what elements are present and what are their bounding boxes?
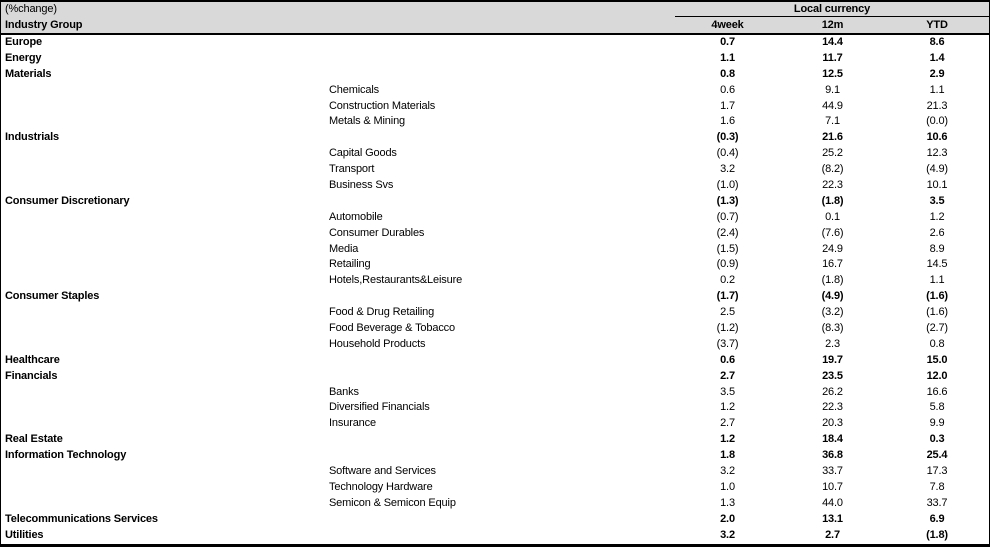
industry-group-header: Industry Group (5, 19, 83, 31)
sub-industry-cell: Diversified Financials (329, 401, 430, 414)
value-cell-ytd: 12.3 (926, 147, 948, 160)
value-cell-4week: 0.6 (720, 83, 735, 96)
column-header-ytd: YTD (926, 19, 948, 31)
sub-industry-cell: Chemicals (329, 83, 379, 96)
value-cell-4week: 3.5 (720, 385, 735, 398)
table-row (1, 337, 989, 353)
value-cell-4week: 1.8 (720, 449, 735, 462)
sub-industry-cell (329, 67, 675, 83)
industry-group-cell (1, 114, 329, 130)
industry-group-cell: Financials (5, 369, 58, 382)
value-cell-4week: (1.0) (716, 179, 739, 192)
value-cell-12m: 14.4 (822, 36, 843, 48)
value-cell-12m: 10.7 (822, 480, 843, 493)
value-cell-ytd: (1.6) (926, 306, 948, 319)
value-cell-12m: (1.8) (821, 194, 844, 207)
table-row (1, 83, 989, 99)
sub-industry-cell: Transport (329, 163, 375, 176)
industry-group-cell (1, 480, 329, 496)
sub-industry-cell: Retailing (329, 258, 371, 271)
value-cell-12m: 22.3 (822, 179, 843, 192)
sub-industry-cell: Business Svs (329, 179, 394, 192)
value-cell-4week: 0.8 (720, 67, 735, 80)
sub-industry-cell: Insurance (329, 417, 376, 430)
table-row (1, 114, 989, 130)
value-cell-4week: 1.7 (720, 99, 735, 112)
sub-industry-cell (329, 194, 675, 210)
sub-industry-cell (329, 528, 675, 544)
sub-industry-cell: Capital Goods (329, 147, 397, 160)
table-row (1, 369, 989, 385)
table-row (1, 99, 989, 115)
sub-industry-cell (329, 432, 675, 448)
table-row (1, 51, 989, 67)
value-cell-12m: 11.7 (822, 51, 843, 64)
value-cell-12m: 25.2 (822, 147, 843, 160)
sub-industry-cell: Construction Materials (329, 99, 436, 112)
value-cell-4week: 2.7 (720, 417, 735, 430)
value-cell-4week: (0.3) (716, 131, 739, 144)
table-row (1, 289, 989, 305)
table-row (1, 210, 989, 226)
industry-group-cell: Industrials (5, 131, 59, 144)
value-cell-12m: (8.2) (821, 163, 844, 176)
sub-industry-cell: Technology Hardware (329, 480, 433, 493)
sub-industry-cell (329, 289, 675, 305)
value-cell-4week: 3.2 (720, 528, 735, 541)
industry-group-cell (1, 99, 329, 115)
value-cell-4week: 2.7 (720, 369, 735, 382)
value-cell-12m: 44.9 (822, 99, 843, 112)
sub-industry-cell: Food Beverage & Tobacco (329, 322, 455, 335)
value-cell-ytd: 7.8 (929, 480, 945, 493)
table-row (1, 528, 989, 544)
sub-industry-cell: Metals & Mining (329, 115, 406, 128)
industry-group-cell (1, 305, 329, 321)
value-cell-ytd: 21.3 (926, 99, 948, 112)
value-cell-4week: 1.6 (720, 115, 735, 128)
value-cell-4week: (0.7) (716, 210, 739, 223)
sub-industry-cell: Software and Services (329, 465, 436, 478)
industry-group-cell (1, 273, 329, 289)
value-cell-4week: 1.1 (720, 51, 735, 64)
industry-group-cell (1, 400, 329, 416)
value-cell-12m: 44.0 (822, 496, 843, 509)
sub-industry-cell: Automobile (329, 210, 383, 223)
value-cell-ytd: (0.0) (926, 115, 948, 128)
value-cell-ytd: 2.9 (929, 67, 945, 80)
value-cell-12m: 23.5 (822, 369, 843, 382)
value-cell-4week: 1.2 (720, 433, 735, 446)
value-cell-ytd: (4.9) (926, 163, 948, 176)
value-cell-ytd: 2.6 (929, 226, 945, 239)
value-cell-ytd: 1.1 (929, 83, 945, 96)
industry-group-cell (1, 385, 329, 401)
value-cell-ytd: 0.8 (929, 337, 945, 350)
value-cell-12m: 36.8 (822, 449, 843, 462)
industry-group-cell (1, 496, 329, 512)
table-row (1, 273, 989, 289)
table-row (1, 464, 989, 480)
industry-group-cell (1, 257, 329, 273)
value-cell-4week: 1.3 (720, 496, 735, 509)
industry-group-cell (1, 416, 329, 432)
value-cell-4week: (1.2) (716, 322, 739, 335)
value-cell-ytd: 15.0 (926, 353, 948, 366)
value-cell-4week: 1.2 (720, 401, 735, 414)
value-cell-12m: (8.3) (821, 322, 844, 335)
value-cell-12m: 16.7 (822, 258, 843, 271)
industry-group-cell (1, 162, 329, 178)
table-row (1, 178, 989, 194)
industry-group-cell: Consumer Staples (5, 290, 100, 303)
sub-industry-cell: Hotels,Restaurants&Leisure (329, 274, 463, 287)
value-cell-4week: 1.0 (720, 480, 735, 493)
industry-group-cell: Utilities (5, 528, 44, 541)
value-cell-ytd: 10.6 (926, 131, 948, 144)
industry-group-cell: Europe (5, 36, 42, 48)
value-cell-4week: (3.7) (716, 337, 739, 350)
industry-group-cell (1, 83, 329, 99)
value-cell-12m: 18.4 (822, 433, 843, 446)
value-cell-ytd: 3.5 (929, 194, 945, 207)
value-cell-12m: 9.1 (825, 83, 840, 96)
table-row (1, 353, 989, 369)
table-row (1, 67, 989, 83)
value-cell-4week: 0.7 (720, 36, 735, 48)
value-cell-12m: 2.3 (825, 337, 840, 350)
value-cell-12m: 20.3 (822, 417, 843, 430)
value-cell-ytd: 9.9 (929, 417, 945, 430)
table-row (1, 432, 989, 448)
value-cell-ytd: 1.2 (929, 210, 945, 223)
table-row (1, 242, 989, 258)
value-cell-12m: 21.6 (822, 131, 843, 144)
value-cell-ytd: (1.6) (926, 290, 948, 303)
sub-industry-cell (329, 35, 675, 51)
industry-group-cell (1, 337, 329, 353)
table-row (1, 480, 989, 496)
industry-group-cell (1, 210, 329, 226)
table-row (1, 385, 989, 401)
industry-group-cell: Healthcare (5, 353, 60, 366)
table-row (1, 305, 989, 321)
value-cell-12m: (3.2) (821, 306, 844, 319)
column-header-4week: 4week (711, 19, 744, 31)
value-cell-4week: 3.2 (720, 163, 735, 176)
industry-group-cell: Materials (5, 67, 52, 80)
value-cell-12m: (1.8) (821, 274, 844, 287)
value-cell-ytd: 8.6 (929, 36, 945, 48)
table-row (1, 448, 989, 464)
sub-industry-cell: Consumer Durables (329, 226, 425, 239)
table-row (1, 257, 989, 273)
table-row (1, 226, 989, 242)
value-cell-4week: (1.5) (716, 242, 739, 255)
value-cell-ytd: 0.3 (929, 433, 945, 446)
sub-industry-cell (329, 512, 675, 528)
industry-group-cell (1, 242, 329, 258)
value-cell-4week: 3.2 (720, 465, 735, 478)
value-cell-12m: (4.9) (821, 290, 844, 303)
industry-group-cell (1, 226, 329, 242)
value-cell-ytd: 5.8 (929, 401, 945, 414)
sub-industry-cell (329, 353, 675, 369)
value-cell-4week: (0.4) (716, 147, 739, 160)
industry-group-cell (1, 321, 329, 337)
value-cell-12m: 22.3 (822, 401, 843, 414)
table-row (1, 146, 989, 162)
table-row (1, 496, 989, 512)
local-currency-group-header: Local currency (675, 2, 989, 17)
table-row (1, 35, 989, 51)
value-cell-12m: 2.7 (825, 528, 840, 541)
value-cell-ytd: 16.6 (926, 385, 948, 398)
table-row (1, 416, 989, 432)
sub-industry-cell (329, 51, 675, 67)
value-cell-12m: 24.9 (822, 242, 843, 255)
table-row (1, 400, 989, 416)
industry-group-cell (1, 464, 329, 480)
value-cell-12m: 13.1 (822, 512, 843, 525)
value-cell-4week: 0.2 (720, 274, 735, 287)
sub-industry-cell (329, 130, 675, 146)
value-cell-12m: 0.1 (825, 210, 840, 223)
industry-group-cell: Real Estate (5, 433, 63, 446)
value-cell-4week: (1.7) (716, 290, 739, 303)
value-cell-ytd: 10.1 (926, 179, 948, 192)
value-cell-ytd: 6.9 (929, 512, 945, 525)
value-cell-12m: 19.7 (822, 353, 843, 366)
value-cell-4week: 2.5 (720, 306, 735, 319)
table-row (1, 194, 989, 210)
value-cell-12m: 33.7 (822, 465, 843, 478)
value-cell-4week: 0.6 (720, 353, 735, 366)
value-cell-12m: 26.2 (822, 385, 843, 398)
table-row (1, 130, 989, 146)
percent-change-label: (%change) (5, 3, 57, 15)
industry-group-cell: Information Technology (5, 449, 127, 462)
table-header-row-top (1, 2, 989, 17)
industry-group-cell (1, 146, 329, 162)
value-cell-ytd: 14.5 (926, 258, 948, 271)
sub-industry-cell: Media (329, 242, 359, 255)
table-header-row-columns (1, 17, 989, 33)
sub-industry-cell (329, 448, 675, 464)
value-cell-ytd: 1.1 (929, 274, 945, 287)
value-cell-4week: 2.0 (720, 512, 735, 525)
sub-industry-cell: Banks (329, 385, 359, 398)
table-row (1, 321, 989, 337)
value-cell-ytd: 1.4 (929, 51, 945, 64)
sub-industry-cell: Food & Drug Retailing (329, 306, 435, 319)
industry-group-cell (1, 178, 329, 194)
industry-group-cell: Consumer Discretionary (5, 194, 130, 207)
value-cell-4week: (2.4) (716, 226, 739, 239)
table-row (1, 512, 989, 528)
value-cell-ytd: 12.0 (926, 369, 948, 382)
sub-industry-cell: Household Products (329, 337, 426, 350)
industry-group-cell: Energy (5, 51, 42, 64)
value-cell-ytd: 25.4 (926, 449, 948, 462)
value-cell-4week: (0.9) (716, 258, 739, 271)
value-cell-ytd: 17.3 (926, 465, 948, 478)
value-cell-ytd: (1.8) (926, 528, 948, 541)
value-cell-4week: (1.3) (716, 194, 739, 207)
value-cell-12m: 12.5 (822, 67, 843, 80)
table-body (1, 35, 989, 544)
value-cell-12m: (7.6) (821, 226, 844, 239)
value-cell-ytd: 8.9 (929, 242, 945, 255)
table-row (1, 162, 989, 178)
sub-industry-cell (329, 369, 675, 385)
value-cell-ytd: (2.7) (926, 322, 948, 335)
value-cell-12m: 7.1 (825, 115, 840, 128)
column-header-12m: 12m (821, 19, 844, 31)
sub-industry-cell: Semicon & Semicon Equip (329, 496, 456, 509)
industry-group-cell: Telecommunications Services (5, 512, 158, 525)
value-cell-ytd: 33.7 (926, 496, 948, 509)
